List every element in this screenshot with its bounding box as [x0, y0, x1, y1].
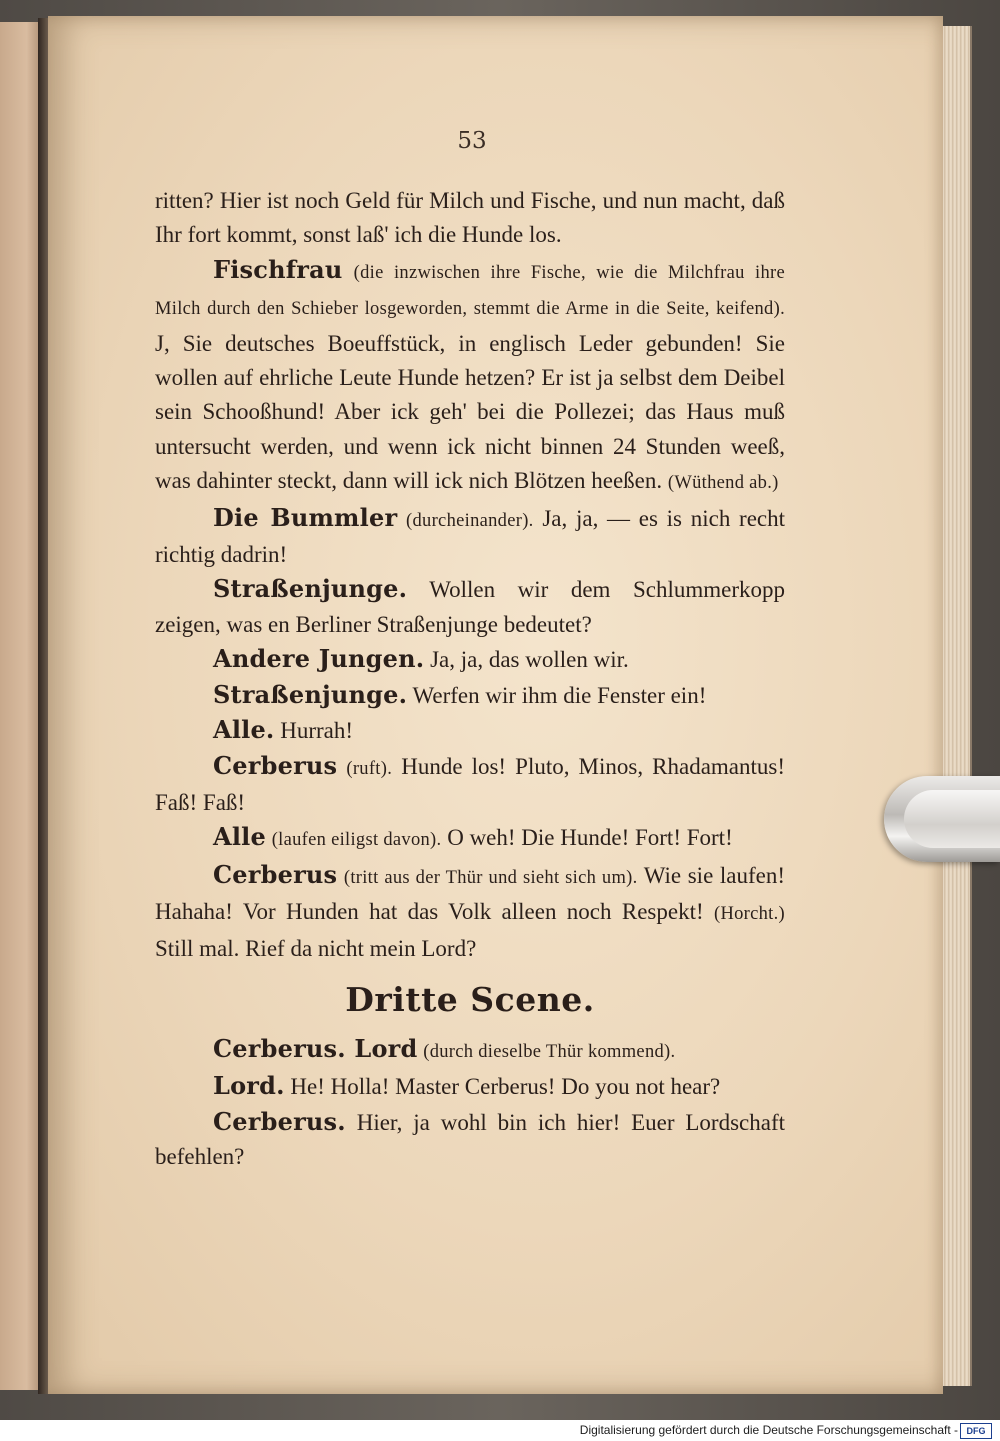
speaker-name: Andere Jungen. [213, 644, 425, 674]
paragraph-strassenjunge [155, 572, 785, 642]
paragraph-continuation [155, 184, 785, 253]
speaker-name: Alle [213, 822, 266, 852]
dialogue-text: Hier, ja wohl bin ich hier! Euer Lordschaft befehlen? [155, 1109, 786, 1170]
dialogue-text: Wie sie laufen! Hahaha! Vor Hunden hat das Volk alleen noch Respekt! [155, 862, 785, 925]
dialogue-text: Ja, ja, das wollen wir. [430, 647, 629, 673]
stage-direction: (ruft). [346, 758, 393, 779]
paragraph-fischfrau [155, 253, 785, 501]
paragraph-text: ritten? Hier ist noch Geld für Milch und Fische, und nun macht, daß Ihr fort kommt, sonst laß' ich die Hunde los. [155, 188, 785, 248]
paragraph-alle [155, 713, 785, 748]
dialogue-text: J, Sie deutsches Boeuffstück, in englisch Leder gebunden! Sie wollen auf ehrliche Leute Hunde hetzen? Er ist ja selbst dem Deibel sein Schooßhund! Aber ick geh' bei die Pollezei; das Haus muß untersucht werden, und wenn ick nicht binnen 24 Stunden weeß, was dahinter steckt, dann will ick nich Blötzen heeßen. [155, 330, 785, 494]
page-text [155, 184, 785, 1175]
dialogue-text: Ja, ja, — es is nich recht richtig dadrin! [155, 505, 786, 568]
speaker-name: Cerberus. [213, 1106, 346, 1136]
stage-direction: (Wüthend ab.) [667, 473, 779, 494]
speaker-name: Lord. [213, 1071, 285, 1101]
page-clip-highlight [904, 790, 1000, 848]
dialogue-text: He! Holla! Master Cerberus! Do you not hear? [290, 1074, 721, 1100]
dialogue-text: Wollen wir dem Schlummerkopp zeigen, was en Berliner Straßenjunge bedeutet? [155, 577, 785, 637]
speaker-name: Cerberus [213, 750, 338, 780]
paragraph-lord [155, 1069, 785, 1104]
paragraph-alle-2 [155, 820, 785, 857]
speaker-name: Straßenjunge. [213, 679, 408, 709]
speaker-name: Die Bummler [213, 502, 398, 532]
stage-direction: (die inzwischen ihre Fische, wie die Milchfrau ihre Milch durch den Schieber losgeworden, stemmt die Arme in die Seite, keifend). [155, 262, 785, 320]
paragraph-bummler [155, 501, 785, 573]
dialogue-text: Still mal. Rief da nicht mein Lord? [155, 935, 477, 961]
page-number: 53 [457, 128, 487, 154]
paragraph-scene-cast [155, 1032, 785, 1069]
dialogue-text: Hunde los! Pluto, Minos, Rhadamantus! Faß! Faß! [155, 753, 786, 815]
scene-heading: Dritte Scene. [345, 979, 595, 1019]
speaker-name: Cerberus [213, 859, 338, 889]
paragraph-cerberus [155, 749, 785, 821]
dfg-logo: DFG [960, 1423, 992, 1439]
stage-direction: (durch dieselbe Thür kommend). [423, 1041, 676, 1062]
footer-credit: Digitalisierung gefördert durch die Deutsche Forschungsgemeinschaft - [579, 1423, 958, 1437]
dialogue-text: Hurrah! [280, 718, 354, 744]
speaker-name: Cerberus. Lord [213, 1033, 418, 1063]
paragraph-strassenjunge-2 [155, 678, 785, 713]
dialogue-text: Werfen wir ihm die Fenster ein! [412, 682, 707, 708]
speaker-name: Fischfrau [213, 254, 343, 284]
paragraph-cerberus-3 [155, 1105, 785, 1175]
left-page-edge [0, 22, 41, 1390]
stage-direction: (tritt aus der Thür und sieht sich um). [343, 867, 638, 888]
speaker-name: Straßenjunge. [213, 574, 408, 604]
stage-direction: (durcheinander). [406, 510, 534, 531]
speaker-name: Alle. [213, 715, 275, 745]
dialogue-text: O weh! Die Hunde! Fort! Fort! [447, 825, 733, 851]
paragraph-andere-jungen [155, 642, 785, 677]
paragraph-cerberus-2 [155, 858, 785, 966]
stage-direction: (Horcht.) [713, 904, 786, 925]
stage-direction: (laufen eiligst davon). [271, 830, 442, 851]
